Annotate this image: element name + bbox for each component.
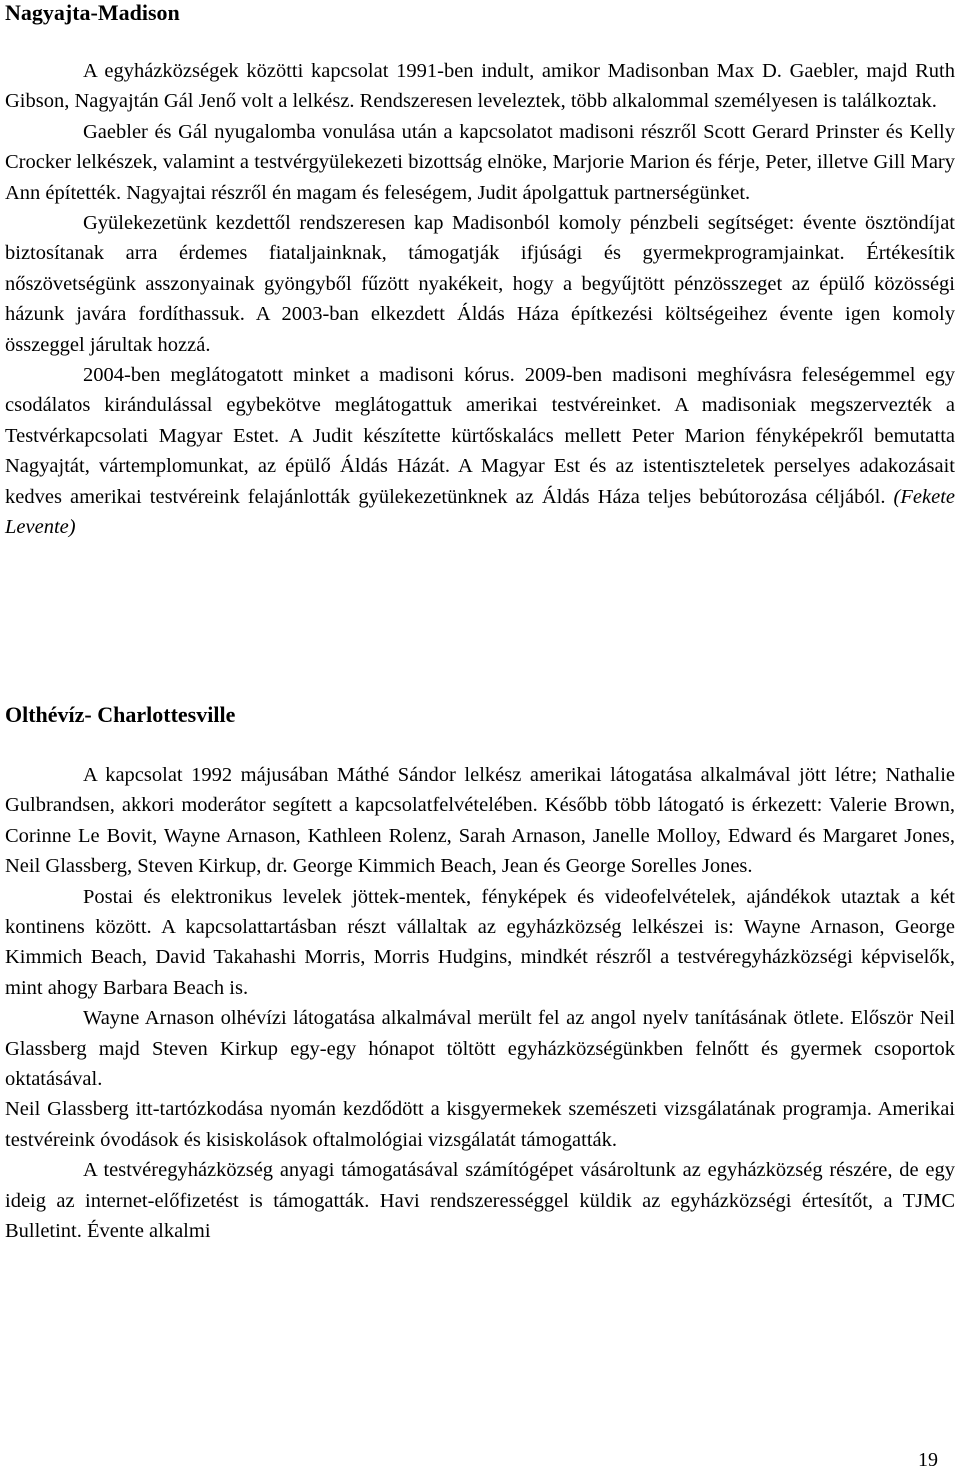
paragraph: A testvéregyházközség anyagi támogatásával számítógépet vásároltunk az egyházközség részére, de egy ideig az internet-előfizetést is támogatták. Havi rendszerességgel küldik az egyházközségi értesítőt, a TJMC Bulletint. Évente alkalmi [5,1159,955,1243]
paragraph [5,360,955,542]
paragraph-text: 2004-ben meglátogatott minket a madisoni kórus. 2009-ben madisoni meghívásra feleségemmel egy csodálatos kirándulással egybekötve meglátogattuk amerikai testvéreinket. A madisoniak megszervezték a Testvérkapcsolati Magyar Estet. A Judit készítette kürtőskalács mellett Peter Marion fényképekről bemutatta Nagyajtát, vártemplomunkat, az épülő Áldás Házát. A Magyar Est és az istentiszteletek perselyes adakozásait kedves amerikai testvéreink felajánlották gyülekezetünknek az Áldás Háza teljes bebútorozása céljából. [5,364,955,508]
author-credit: (Fekete Levente) [5,485,955,539]
section-body-nagyajta-madison [5,56,955,543]
paragraph: Gaebler és Gál nyugalomba vonulása után a kapcsolatot madisoni részről Scott Gerard Prinster és Kelly Crocker lelkészek, valamint a testvérgyülekezeti bizottság elnöke, Marjorie Marion és férje, Peter, illetve Gill Mary Ann építették. Nagyajtai részről én magam és feleségem, Judit ápolgattuk partnerségünket. [5,120,955,204]
section-body-olthéviz-charlottesville [5,760,955,1247]
paragraph: A egyházközségek közötti kapcsolat 1991-ben indult, amikor Madisonban Max D. Gaebler, majd Ruth Gibson, Nagyajtán Gál Jenő volt a lelkész. Rendszeresen leveleztek, több alkalommal személyesen is találkoztak. [5,60,955,113]
paragraph: Gyülekezetünk kezdettől rendszeresen kap Madisonból komoly pénzbeli segítséget: évente ösztöndíjat biztosítanak arra érdemes fiataljainknak, támogatják ifjúsági és gyermekprogramjainkat. Értékesítik nőszövetségünk asszonyainak gyöngyből fűzött nyakékeit, hogy a begyűjtött pénzösszeget az épülő közösségi házunk javára fordíthassuk. A 2003-ban elkezdett Áldás Háza építkezési költségeihez évente igen komoly összeggel járultak hozzá. [5,212,955,356]
paragraph: Wayne Arnason olhévízi látogatása alkalmával merült fel az angol nyelv tanításának ötlete. Először Neil Glassberg majd Steven Kirkup egy-egy hónapot töltött egyházközségünkben felnőtt és gyermek csoportok oktatásával. [5,1007,955,1091]
paragraph: A kapcsolat 1992 májusában Máthé Sándor lelkész amerikai látogatása alkalmával jött létre; Nathalie Gulbrandsen, akkori moderátor segített a kapcsolatfelvételében. Később több látogató is érkezett: Valerie Brown, Corinne Le Bovit, Wayne Arnason, Kathleen Rolenz, Sarah Arnason, Janelle Molloy, Edward és Margaret Jones, Neil Glassberg, Steven Kirkup, dr. George Kimmich Beach, Jean és George Sorelles Jones. [5,764,955,878]
section-heading-olthéviz-charlottesville: Olthévíz- Charlottesville [5,702,236,727]
paragraph: Postai és elektronikus levelek jöttek-mentek, fényképek és videofelvételek, ajándékok utaztak a két kontinens között. A kapcsolattartásban részt vállaltak az egyházközség lelkészei is: Wayne Arnason, George Kimmich Beach, David Takahashi Morris, Morris Hudgins, mindkét részről a testvéregyházközségi képviselők, mint ahogy Barbara Beach is. [5,885,955,999]
paragraph: Neil Glassberg itt-tartózkodása nyomán kezdődött a kisgyermekek szemészeti vizsgálatának programja. Amerikai testvéreink óvodások és kisiskolások oftalmológiai vizsgálatát támogatták. [5,1098,955,1151]
section-heading-nagyajta-madison: Nagyajta-Madison [5,0,180,25]
page-number: 19 [918,1449,938,1471]
